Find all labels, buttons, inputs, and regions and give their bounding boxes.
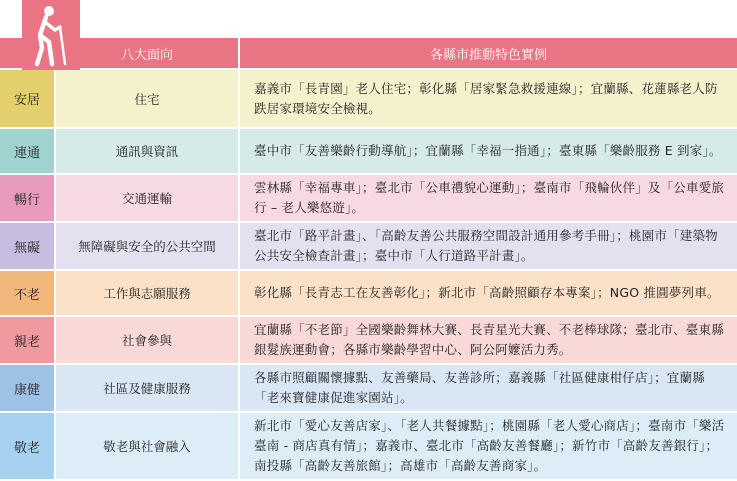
table-row <box>0 365 737 411</box>
row-examples: 彰化縣「長青志工在友善彰化」；新北市「高齡照顧存本專案」；NGO 推圓夢列車。 <box>240 271 737 315</box>
table-row <box>0 223 737 269</box>
policy-table <box>0 36 737 481</box>
row-examples: 宜蘭縣「不老節」全國樂齡舞林大賽、長青星光大賽、不老棒球隊；臺北市、臺東縣銀髮族運動會；各縣市樂齡學習中心、阿公阿嬤活力秀。 <box>240 317 737 363</box>
row-examples: 新北市「愛心友善店家」、「老人共餐據點」；桃園縣「老人愛心商店」；臺南市「樂活臺南 - 商店真有情」；嘉義市、臺北市「高齡友善餐廳」；新竹市「高齡友善銀行」；南投縣「高齡友善旅館」；高雄市「高齡友善商家」。 <box>240 413 737 479</box>
row-examples: 雲林縣「幸福專車」；臺北市「公車禮貌心運動」；臺南市「飛輪伙伴」及「公車愛旅行 – 老人樂悠遊」。 <box>240 175 737 221</box>
row-examples: 臺北市「路平計畫」、「高齡友善公共服務空間設計通用參考手冊」；桃園市「建築物公共安全檢查計畫」；臺中市「人行道路平計畫」。 <box>240 223 737 269</box>
row-aspect: 社會參與 <box>56 317 240 363</box>
row-key: 不老 <box>0 271 56 315</box>
row-key: 無礙 <box>0 223 56 269</box>
row-aspect: 工作與志願服務 <box>56 271 240 315</box>
header-aspect-cell: 八大面向 <box>56 38 240 68</box>
header-example-cell: 各縣市推動特色實例 <box>240 38 737 68</box>
row-aspect: 通訊與資訊 <box>56 129 240 173</box>
row-key: 安居 <box>0 70 56 127</box>
row-examples: 臺中市「友善樂齡行動導航」；宜蘭縣「幸福一指通」；臺東縣「樂齡服務 E 到家」。 <box>240 129 737 173</box>
row-aspect: 交通運輸 <box>56 175 240 221</box>
table-row <box>0 175 737 221</box>
row-aspect: 無障礙與安全的公共空間 <box>56 223 240 269</box>
table-body <box>0 70 737 479</box>
table-row <box>0 129 737 173</box>
row-key: 康健 <box>0 365 56 411</box>
row-examples: 嘉義市「長青園」老人住宅；彰化縣「居家緊急救援連線」；宜蘭縣、花蓮縣老人防跌居家環境安全檢視。 <box>240 70 737 127</box>
table-row <box>0 70 737 127</box>
table-row <box>0 271 737 315</box>
row-key: 暢行 <box>0 175 56 221</box>
table-row <box>0 413 737 479</box>
row-examples: 各縣市照顧關懷據點、友善藥局、友善診所；嘉義縣「社區健康柑仔店」；宜蘭縣「老來寶健康促進家園站」。 <box>240 365 737 411</box>
row-key: 連通 <box>0 129 56 173</box>
table-header-row <box>0 38 737 68</box>
row-key: 親老 <box>0 317 56 363</box>
row-key: 敬老 <box>0 413 56 479</box>
row-aspect: 敬老與社會融入 <box>56 413 240 479</box>
table-row <box>0 317 737 363</box>
elderly-walking-icon <box>22 0 80 70</box>
row-aspect: 住宅 <box>56 70 240 127</box>
row-aspect: 社區及健康服務 <box>56 365 240 411</box>
